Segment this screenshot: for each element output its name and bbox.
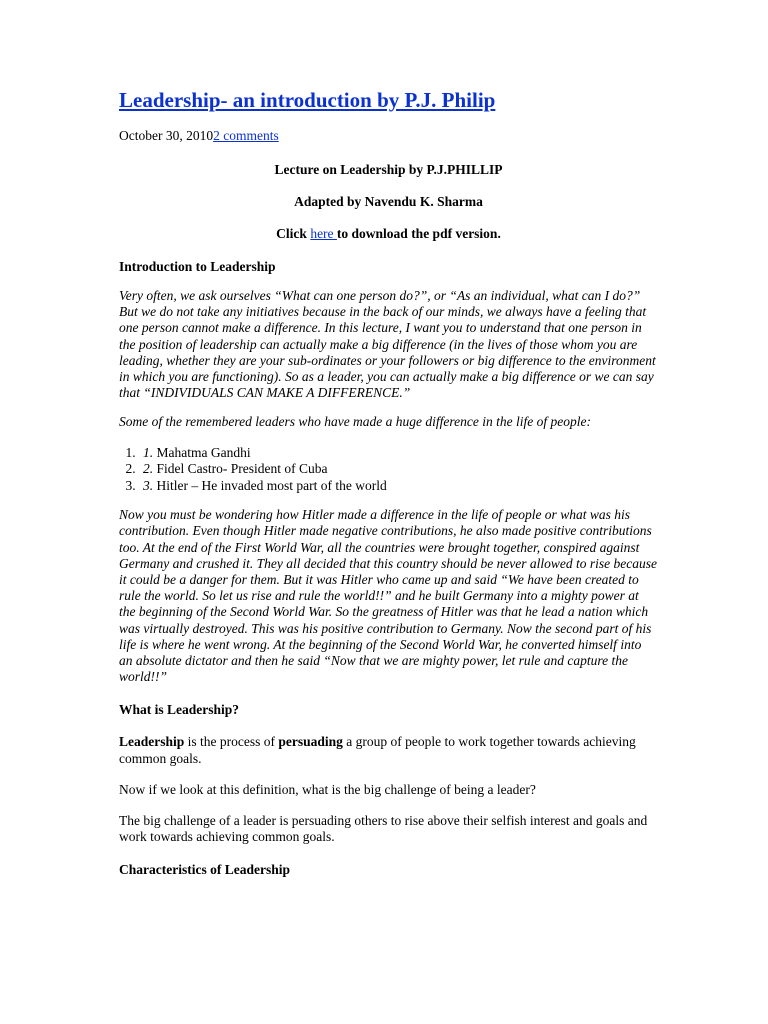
post-dateline (119, 127, 658, 144)
comments-link[interactable]: 2 comments (213, 128, 279, 143)
hitler-paragraph: Now you must be wondering how Hitler made a difference in the life of people or what was his contribution. Even though Hitler made negative contributions, he also made positive contributions too. At the end of the First World War, all the countries were brought together, conspired against Germany and crushed it. They all decided that this country should be never allowed to rise because it could be a danger for them. But it was Hitler who came up and said “We have been created to rule the world. So let us rise and rule the world!!” and he built Germany into a mighty power at the beginning of the Second World War. So the greatness of Hitler was that he lead a nation which was virtually destroyed. This was his positive contribution to Germany. Now the second part of his life is where he went wrong. At the beginning of the Second World War, he converted himself into an absolute dictator and then he said “Now that we are mighty power, let rule and capture the world!!” (119, 507, 658, 685)
download-prefix: Click (276, 226, 311, 241)
definition-emphasis: persuading (278, 734, 343, 750)
download-here-link[interactable]: here (310, 226, 337, 241)
list-item-text: Fidel Castro- President of Cuba (153, 461, 328, 477)
leaders-list (119, 445, 658, 495)
post-date: October 30, 2010 (119, 128, 214, 143)
definition-rest: a group of people to work together towards achieving common goals. (119, 734, 636, 766)
lecture-line: Lecture on Leadership by P.J.PHILLIP (274, 162, 503, 177)
download-suffix: to download the pdf version. (336, 226, 501, 241)
list-item (139, 445, 658, 462)
challenge-question-paragraph: Now if we look at this definition, what is the big challenge of being a leader? (119, 781, 536, 797)
list-item-number: 1. (143, 444, 154, 460)
adapted-line: Adapted by Navendu K. Sharma (294, 194, 483, 209)
challenge-answer-paragraph: The big challenge of a leader is persuading others to rise above their selfish interest and goals and work towards achieving common goals. (119, 812, 648, 845)
definition-term: Leadership (119, 734, 185, 750)
list-item (139, 478, 658, 495)
definition-middle: is the process of (184, 734, 279, 750)
list-item-number: 2. (143, 461, 154, 477)
what-is-leadership-heading: What is Leadership? (119, 702, 240, 718)
definition-paragraph (119, 734, 658, 766)
intro-paragraph: Very often, we ask ourselves “What can one person do?”, or “As an individual, what can I do?” But we do not take any initiatives because in the back of our minds, we always have a feeling that one person cannot make a difference. In this lecture, I want you to understand that one person in the position of leadership can actually make a big difference (in the lives of those whom you are leading, whether they are your sub-ordinates or your followers or big difference to the environment in which you are functioning). So as a leader, you can actually make a big difference or we can say that “INDIVIDUALS CAN MAKE A DIFFERENCE.” (119, 288, 656, 401)
download-line (119, 225, 658, 242)
intro-heading: Introduction to Leadership (119, 259, 276, 274)
remembered-leaders-paragraph: Some of the remembered leaders who have made a huge difference in the life of people: (119, 414, 591, 430)
list-item-text: Mahatma Gandhi (153, 444, 251, 460)
article-title-link[interactable]: Leadership- an introduction by P.J. Philip (119, 88, 496, 112)
list-item (139, 461, 658, 478)
list-item-number: 3. (143, 477, 154, 493)
characteristics-heading: Characteristics of Leadership (119, 862, 290, 878)
list-item-text: Hitler – He invaded most part of the world (153, 477, 387, 493)
